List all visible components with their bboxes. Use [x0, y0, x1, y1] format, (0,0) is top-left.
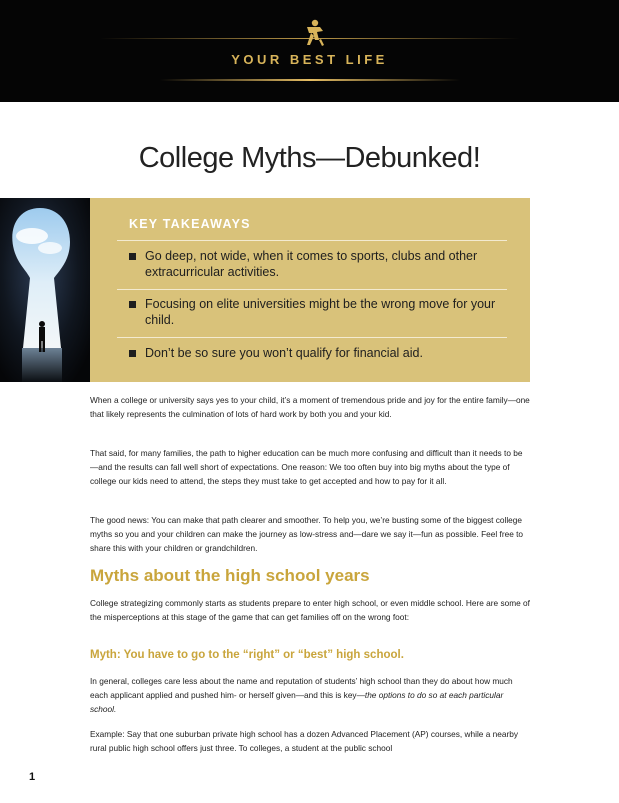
reclining-figure-icon	[302, 18, 326, 48]
paragraph-colleges-care	[90, 674, 530, 716]
divider	[117, 289, 507, 290]
takeaway-item: Go deep, not wide, when it comes to sports, clubs and other extracurricular activities.	[129, 248, 509, 280]
page-number: 1	[29, 771, 36, 783]
section-heading: Myths about the high school years	[90, 566, 370, 585]
divider	[117, 337, 507, 338]
paragraph-path: That said, for many families, the path to higher education can be much more confusing and difficult than it needs to be—and the results can fall well short of expectations. One reason: We too often buy into big myths about the type of college our kids need to attend, the steps they must take to get accepted and how to pay for it all.	[90, 448, 523, 486]
page-header	[0, 0, 619, 102]
key-takeaways-box	[90, 198, 530, 382]
square-bullet-icon	[129, 350, 136, 357]
paragraph-emphasis: the options to do so at each particular school.	[90, 690, 504, 714]
takeaway-item: Focusing on elite universities might be the wrong move for your child.	[129, 296, 509, 328]
keyhole-hero-image	[0, 198, 90, 382]
page-title: College Myths—Debunked!	[138, 142, 481, 174]
header-rule-bottom	[160, 79, 460, 81]
paragraph-text: In general, colleges care less about the name and reputation of students’ high school than they do about how much each applicant applied and pushed him- or herself given—and this is key—	[90, 676, 513, 700]
paragraph-intro: When a college or university says yes to your child, it’s a moment of tremendous pride and joy for the entire family—one that likely represents the culmination of lots of hard work by both you and your kid.	[90, 395, 530, 419]
paragraph-strategizing: College strategizing commonly starts as students prepare to enter high school, or even middle school. Here are some of the misperceptions at this stage of the game that can get families off on the wrong foot:	[90, 598, 530, 622]
brand-name: YOUR BEST LIFE	[231, 52, 388, 67]
divider	[117, 240, 507, 241]
square-bullet-icon	[129, 301, 136, 308]
square-bullet-icon	[129, 253, 136, 260]
key-takeaways-heading: KEY TAKEAWAYS	[129, 217, 251, 231]
paragraph-example: Example: Say that one suburban private high school has a dozen Advanced Placement (AP) courses, while a nearby rural public high school offers just three. To colleges, a student at the public school	[90, 729, 519, 753]
myth-heading: Myth: You have to go to the “right” or “best” high school.	[90, 649, 404, 661]
paragraph-good-news: The good news: You can make that path clearer and smoother. To help you, we’re busting some of the biggest college myths so you and your children can make the journey as low-stress and—dare we say it—fun as possible. Feel free to share this with your children or grandchildren.	[90, 515, 524, 553]
takeaway-item: Don’t be so sure you won’t qualify for financial aid.	[129, 345, 509, 361]
